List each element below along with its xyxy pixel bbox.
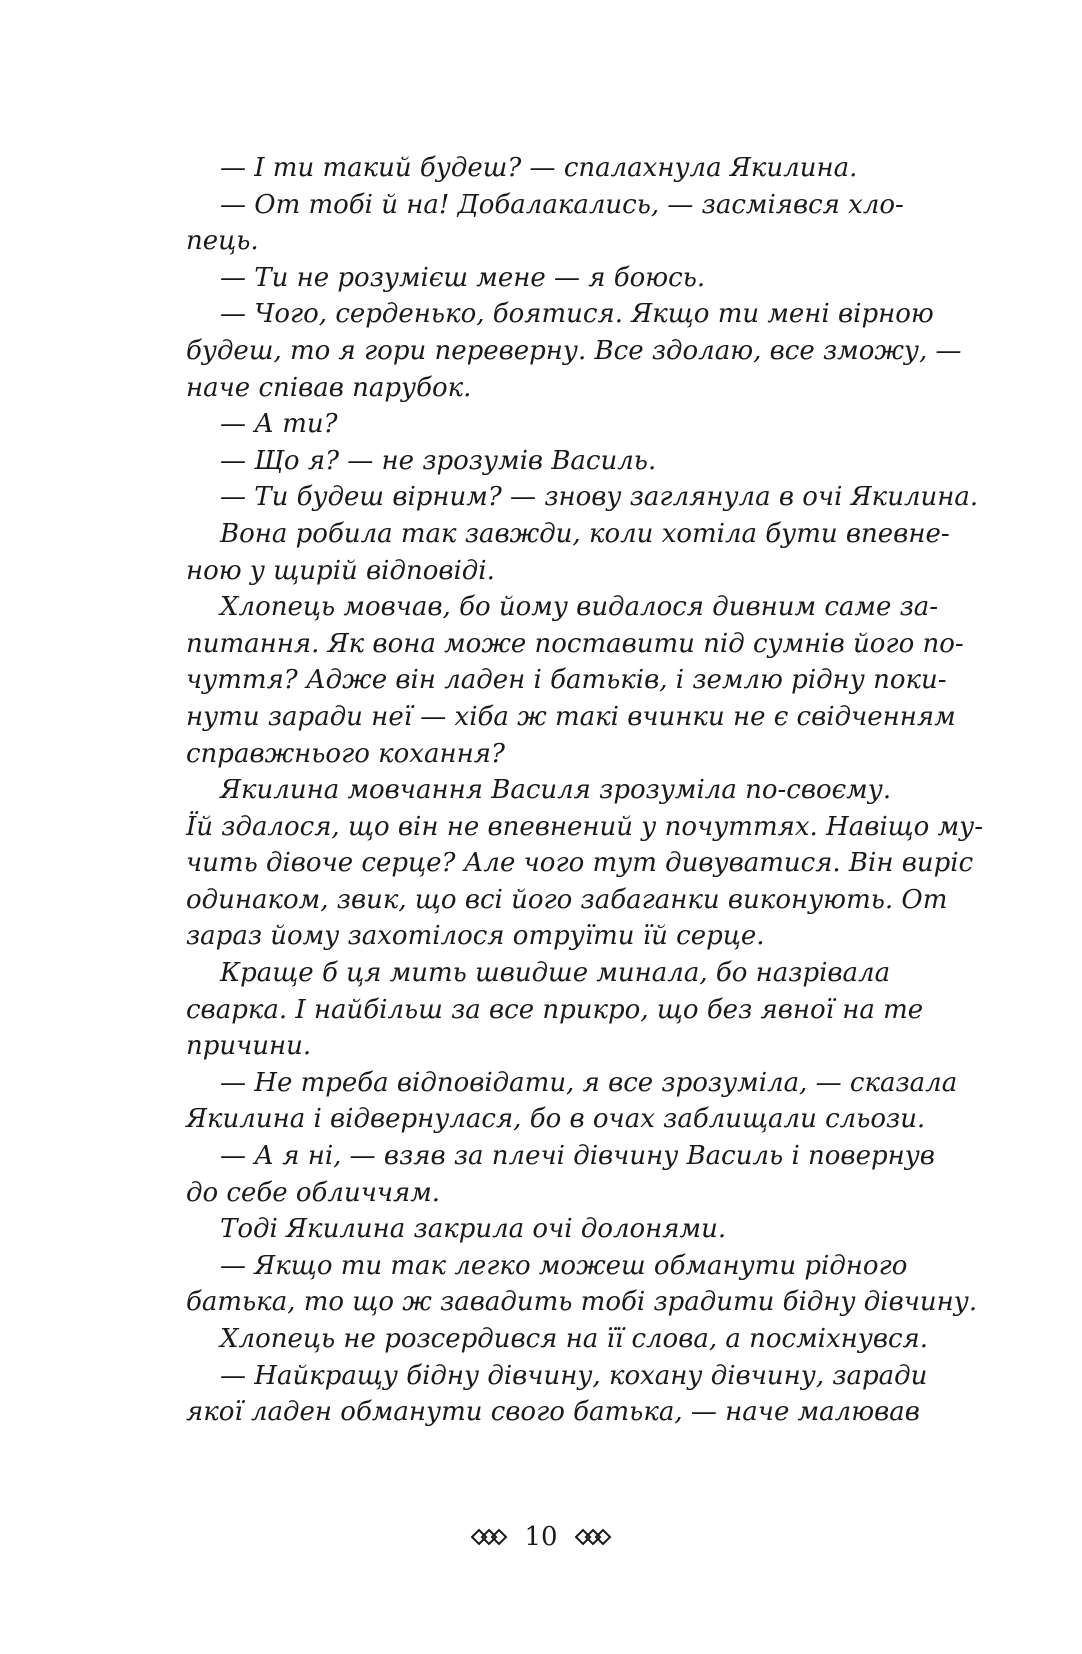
text-line: питання. Як вона може поставити під сумнів його по- (186, 628, 964, 659)
text-line: Хлопець не розсердився на її слова, а посміхнувся. (220, 1324, 929, 1354)
page-number: 10 (524, 1522, 558, 1552)
text-line: — Ти будеш вірним? — знову заглянула в очі Якилина. (220, 482, 979, 513)
text-line: — Що я? — не зрозумів Василь. (220, 445, 657, 476)
text-line: причини. (186, 1031, 312, 1062)
text-line: одинаком, звик, що всі його забаганки виконують. От (186, 884, 948, 915)
text-line: — От тобі й на! Добалакались, — засміявся хло- (220, 189, 904, 220)
text-line: чуття? Адже він ладен і батьків, і землю рідну поки- (186, 665, 947, 696)
text-line: — Якщо ти так легко можеш обманути рідного (220, 1250, 908, 1281)
text-line: Краще б ця мить швидше минала, бо назрівала (220, 958, 891, 989)
text-line: — Ти не розумієш мене — я боюсь. (220, 262, 706, 293)
text-line: — Найкращу бідну дівчину, кохану дівчину, заради (220, 1360, 928, 1391)
text-line: батька, то що ж завадить тобі зрадити бідну дівчину. (186, 1287, 978, 1318)
text-line: ною у щирій відповіді. (186, 555, 495, 586)
text-line: наче співав парубок. (186, 372, 472, 403)
page-footer (0, 1517, 1082, 1557)
text-line: Вона робила так завжди, коли хотіла бути впевне- (220, 518, 950, 549)
text-line: нути заради неї — хіба ж такі вчинки не є свідченням (186, 701, 956, 732)
text-line: — І ти такий будеш? — спалахнула Якилина. (220, 153, 858, 183)
text-line: — А ти? (220, 409, 338, 440)
text-line: Їй здалося, що він не впевнений у почуттях. Навіщо му- (186, 811, 984, 842)
text-line: справжнього кохання? (186, 738, 505, 769)
text-line: Якилина і відвернулася, бо в очах заблищали сльози. (186, 1104, 926, 1135)
body-text (186, 150, 984, 1431)
text-line: зараз йому захотілося отруїти їй серце. (186, 921, 765, 952)
text-line: Тоді Якилина закрила очі долонями. (220, 1214, 727, 1245)
ornament-icon (572, 1526, 612, 1548)
text-line: Якилина мовчання Василя зрозуміла по-своєму. (220, 775, 892, 806)
text-line: Хлопець мовчав, бо йому видалося дивним саме за- (220, 592, 939, 623)
text-line: якої ладен обманути свого батька, — наче малював (186, 1397, 920, 1428)
text-line: будеш, то я гори переверну. Все здолаю, все зможу, — (186, 335, 962, 366)
text-line: пець. (186, 226, 259, 257)
text-line: сварка. І найбільш за все прикро, що без явної на те (186, 994, 924, 1025)
ornament-icon (470, 1526, 510, 1548)
text-line: чить дівоче серце? Але чого тут дивуватися. Він виріс (186, 848, 974, 879)
text-line: до себе обличчям. (186, 1177, 441, 1208)
text-line: — А я ні, — взяв за плечі дівчину Василь і повернув (220, 1141, 935, 1172)
text-line: — Не треба відповідати, я все зрозуміла, — сказала (220, 1067, 958, 1098)
text-line: — Чого, серденько, боятися. Якщо ти мені вірною (220, 299, 934, 330)
